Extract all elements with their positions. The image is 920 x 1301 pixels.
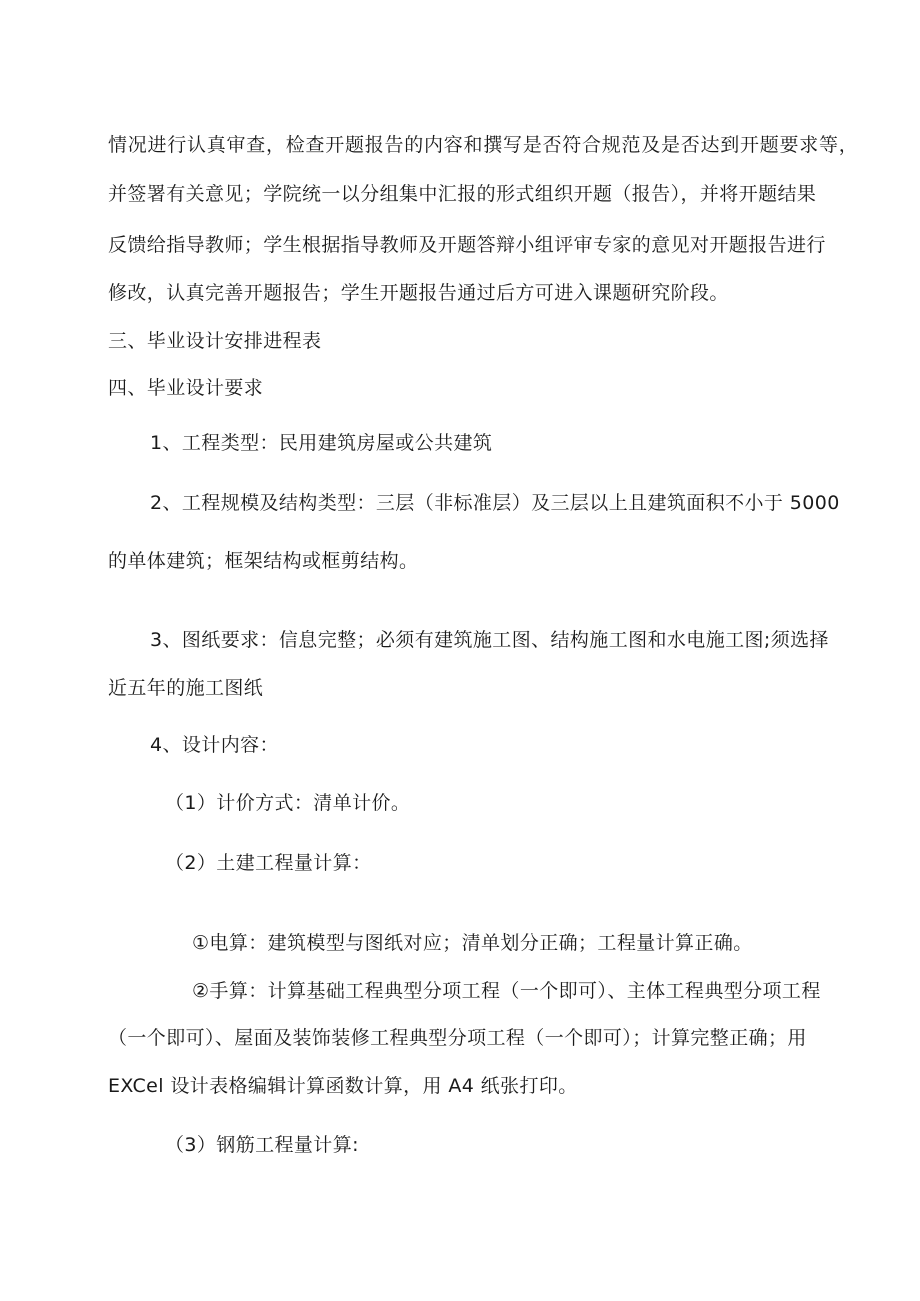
sub-item: （1）计价方式：清单计价。: [165, 792, 411, 814]
sub-sub-item: ①电算：建筑模型与图纸对应；清单划分正确；工程量计算正确。: [192, 932, 753, 954]
paragraph-line: 反馈给指导教师；学生根据指导教师及开题答辩小组评审专家的意见对开题报告进行: [108, 234, 826, 256]
list-item-continuation: 的单体建筑；框架结构或框剪结构。: [108, 550, 419, 572]
paragraph-line: 并签署有关意见；学院统一以分组集中汇报的形式组织开题（报告），并将开题结果: [108, 183, 817, 205]
list-item: 3、图纸要求：信息完整；必须有建筑施工图、结构施工图和水电施工图;须选择: [150, 629, 829, 651]
section-heading: 三、毕业设计安排进程表: [108, 330, 322, 352]
sub-sub-item: ②手算：计算基础工程典型分项工程（一个即可）、主体工程典型分项工程: [192, 980, 821, 1002]
sub-sub-item-continuation: （一个即可）、屋面及装饰装修工程典型分项工程（一个即可）；计算完整正确；用: [108, 1027, 807, 1049]
sub-item: （3）钢筋工程量计算:: [165, 1134, 359, 1156]
sub-item: （2）土建工程量计算：: [165, 852, 372, 874]
list-item-continuation: 近五年的施工图纸: [108, 677, 264, 699]
paragraph-line: 修改，认真完善开题报告；学生开题报告通过后方可进入课题研究阶段。: [108, 282, 729, 304]
list-item: 1、工程类型：民用建筑房屋或公共建筑: [150, 432, 493, 454]
paragraph-line: 情况进行认真审查，检查开题报告的内容和撰写是否符合规范及是否达到开题要求等，: [108, 134, 859, 156]
section-heading: 四、毕业设计要求: [108, 377, 264, 399]
list-item: 2、工程规模及结构类型：三层（非标准层）及三层以上且建筑面积不小于 5000: [150, 492, 840, 514]
list-item: 4、设计内容：: [150, 734, 279, 756]
sub-sub-item-continuation: EXCel 设计表格编辑计算函数计算，用 A4 纸张打印。: [108, 1075, 578, 1097]
